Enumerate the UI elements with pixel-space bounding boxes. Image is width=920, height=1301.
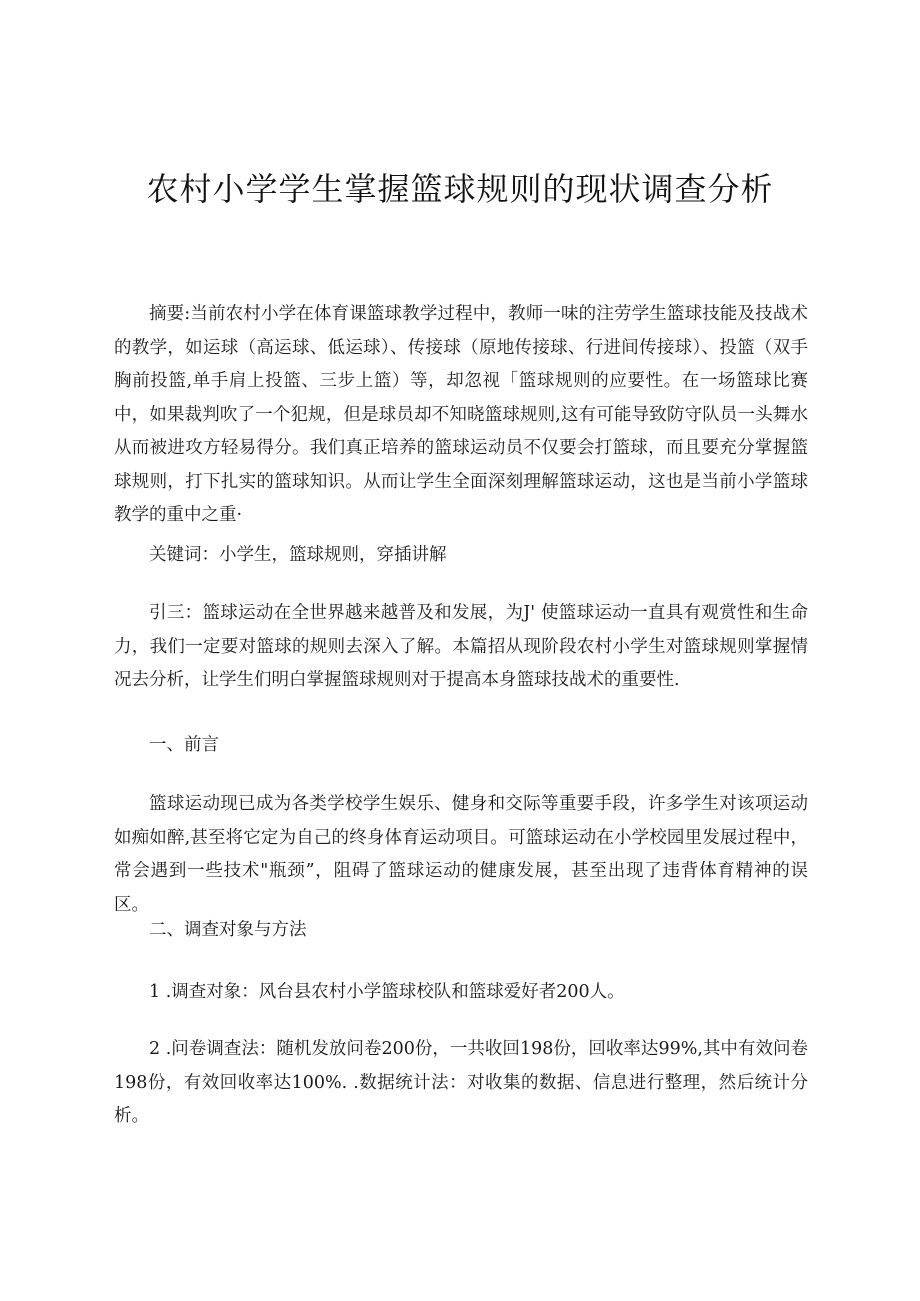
abstract-paragraph: 摘要:当前农村小学在体育课篮球教学过程中，教师一味的注劳学生篮球技能及技战术的教学，如运球（高运球、低运球）、传接球（原地传接球、行进间传接球）、投篮（双手胸前投篮,单手肩上投篮、三步上篮）等，却忽视「篮球规则的应要性。在一场篮球比赛中，如果裁判吹了一个犯规，但是球员却不知晓篮球规则,这有可能导致防守队员一头舞水从而被进攻方轻易得分。我们真正培养的篮球运动员不仅要会打篮球，而且要充分掌握篮球规则，打下扎实的篮球知识。从而让学生全面深刻理解篮球运动，这也是当前小学篮球教学的重中之重· [114,304,808,525]
keywords-line: 关键词：小学生，篮球规则，穿插讲解 [149,545,447,565]
method-item-2: 2 .问卷调查法：随机发放问卷200份，一共收回198份，回收率达99%,其中有效问卷198份，有效回收率达100%. .数据统计法：对收集的数据、信息进行整理，然后统计分析。 [114,1039,808,1126]
preface-paragraph: 篮球运动现已成为各类学校学生娱乐、健身和交际等重要手段，许多学生对该项运动如痴如醉,甚至将它定为自己的终身体育运动项目。可篮球运动在小学校园里发展过程中，常会遇到一些技术"瓶颈”，阻碍了篮球运动的健康发展，甚至出现了违背体育精神的误区。 [114,794,808,915]
document-title: 农村小学学生掌握篮球规则的现状调查分析 [146,170,774,208]
section-heading-methods: 二、调查对象与方法 [149,920,307,940]
method-item-1: 1 .调查对象：风台县农村小学篮球校队和篮球爱好者200人。 [149,982,625,1002]
section-heading-preface: 一、前言 [149,735,219,755]
intro-paragraph: 引三：篮球运动在全世界越来越普及和发展，为J' 使篮球运动一直具有观赏性和生命力，我们一定要对篮球的规则去深入了解。本篇招从现阶段农村小学生对篮球规则掌握情况去分析，让学生们明白掌握篮球规则对于提高本身篮球技战术的重要性. [114,603,808,690]
